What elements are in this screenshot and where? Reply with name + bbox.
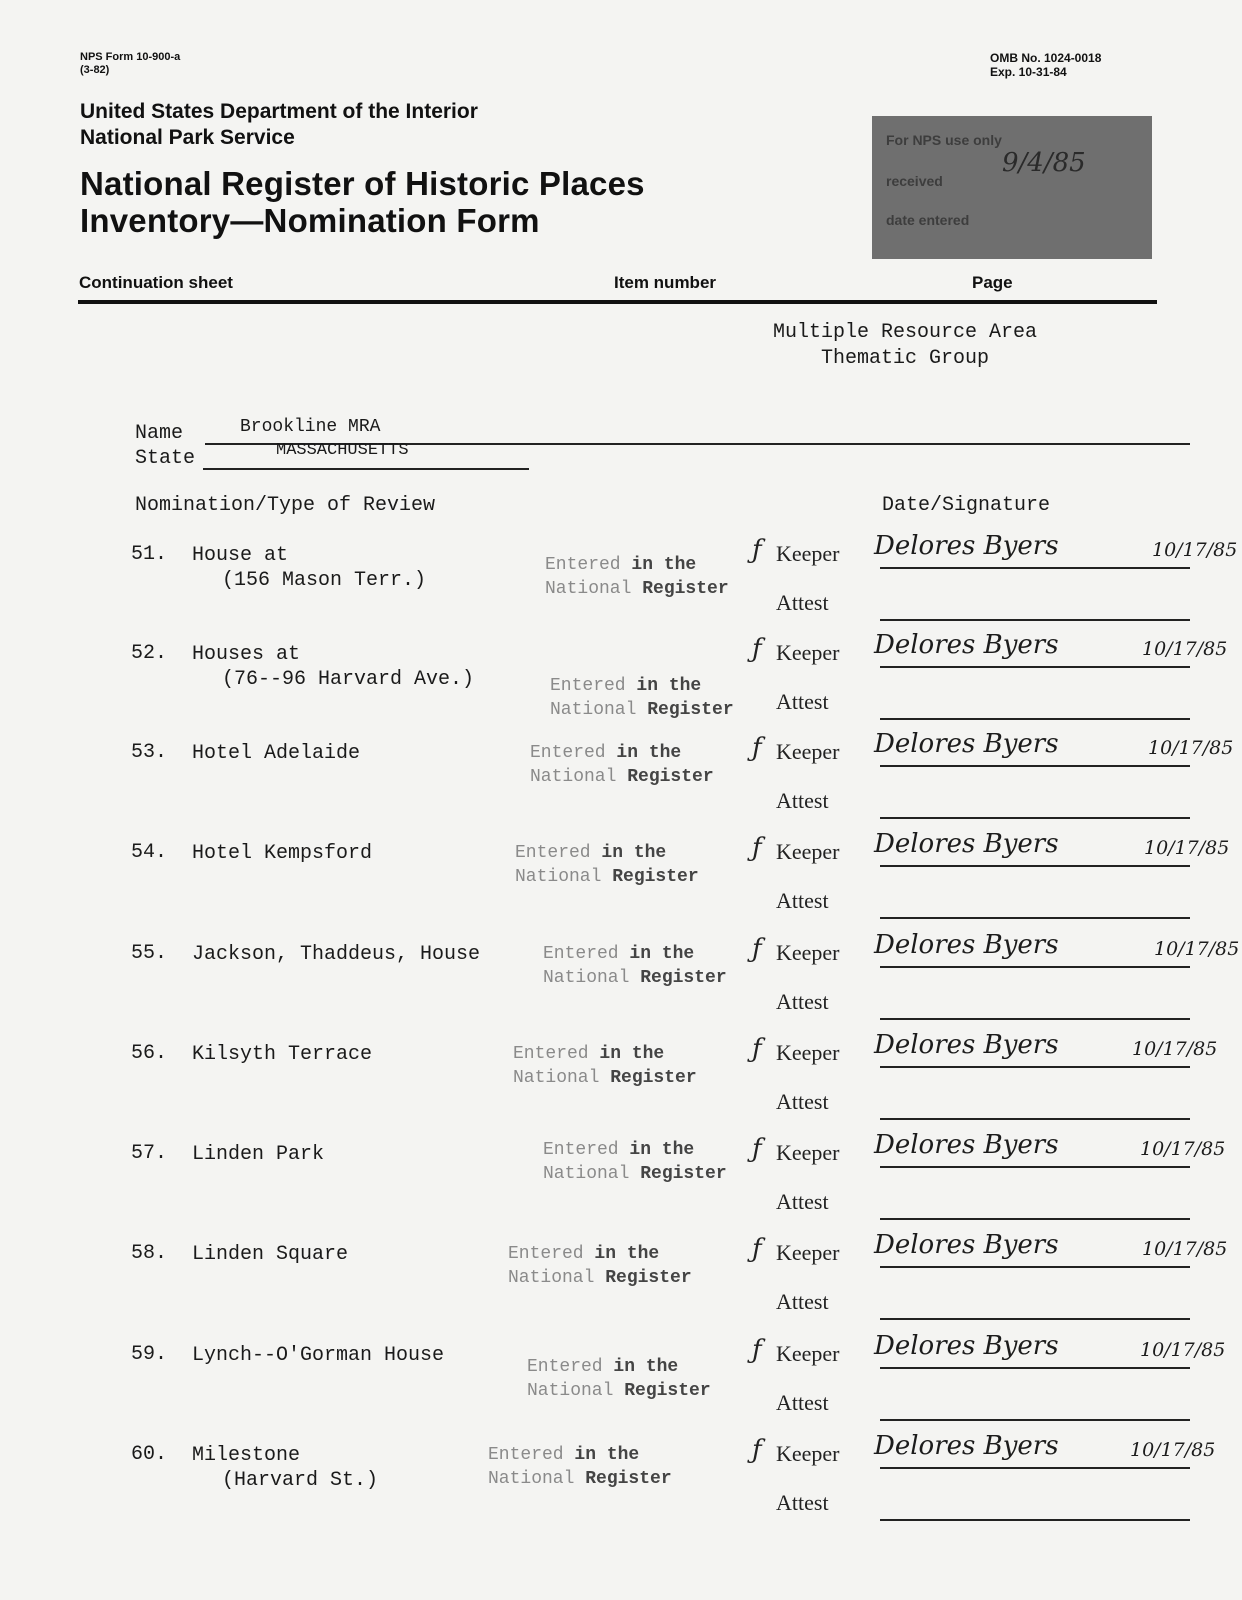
signature-text: Delores Byers	[874, 531, 1059, 561]
attest-label: Attest	[776, 1490, 829, 1515]
entry-number: 51.	[131, 543, 168, 566]
entered-stamp	[515, 841, 699, 889]
stamp-word: in the	[599, 1044, 665, 1064]
keeper-date: 10/17/85	[1140, 1339, 1226, 1361]
entered-stamp	[550, 674, 734, 722]
signature-text: Delores Byers	[874, 1331, 1059, 1361]
stamp-word: in the	[594, 1244, 660, 1264]
stamp-line1	[488, 1443, 672, 1467]
entered-stamp	[488, 1443, 672, 1491]
stamp-word: Register	[640, 1164, 727, 1184]
date-signature-column-header: Date/Signature	[882, 494, 1051, 517]
entry-number: 57.	[131, 1142, 168, 1165]
keeper-signature	[874, 1331, 1184, 1371]
keeper-date: 10/17/85	[1130, 1439, 1216, 1461]
stamp-word: Register	[627, 767, 714, 787]
state-line	[203, 468, 529, 470]
entry-name-line2: (156 Mason Terr.)	[222, 569, 427, 592]
entry-number: 60.	[131, 1443, 168, 1466]
keeper-signature	[874, 930, 1184, 970]
entry-number: 55.	[131, 942, 168, 965]
form-number-line2: (3-82)	[80, 64, 110, 76]
department-line2: National Park Service	[80, 126, 295, 149]
attest-label: Attest	[776, 1189, 829, 1214]
attest-signature-line	[880, 1318, 1190, 1320]
received-label: received	[886, 173, 943, 189]
check-mark-icon: ƒ	[752, 833, 762, 863]
stamp-word: Entered	[527, 1357, 614, 1377]
keeper-date: 10/17/85	[1142, 638, 1228, 660]
keeper-label: Keeper	[776, 1140, 840, 1165]
nomination-column-header: Nomination/Type of Review	[135, 494, 436, 517]
keeper-signature	[874, 1230, 1184, 1270]
keeper-label: Keeper	[776, 739, 840, 764]
stamp-word: National	[545, 579, 643, 599]
keeper-signature-line	[880, 865, 1190, 867]
entered-stamp	[543, 942, 727, 990]
keeper-signature	[874, 729, 1184, 769]
stamp-line1	[527, 1355, 711, 1379]
page-label: Page	[972, 273, 1013, 292]
state-label: State	[135, 447, 196, 470]
keeper-date: 10/17/85	[1132, 1038, 1218, 1060]
attest-signature-line	[880, 1118, 1190, 1120]
stamp-word: National	[513, 1068, 611, 1088]
entry-name: Linden Square	[192, 1243, 349, 1266]
stamp-word: Entered	[550, 676, 637, 696]
attest-signature-line	[880, 1018, 1190, 1020]
stamp-line2	[513, 1066, 697, 1090]
stamp-line1	[513, 1042, 697, 1066]
keeper-label: Keeper	[776, 940, 840, 965]
entered-stamp	[527, 1355, 711, 1403]
entry-number: 58.	[131, 1242, 168, 1265]
attest-signature-line	[880, 1419, 1190, 1421]
attest-label: Attest	[776, 1089, 829, 1114]
stamp-line2	[543, 966, 727, 990]
keeper-label: Keeper	[776, 1441, 840, 1466]
stamp-line2	[530, 765, 714, 789]
check-mark-icon: ƒ	[752, 1134, 762, 1164]
stamp-line1	[550, 674, 734, 698]
stamp-line1	[545, 553, 729, 577]
stamp-word: National	[530, 767, 628, 787]
stamp-word: National	[543, 968, 641, 988]
entry-number: 52.	[131, 642, 168, 665]
entry-name-line2: (Harvard St.)	[222, 1469, 379, 1492]
signature-text: Delores Byers	[874, 1431, 1059, 1461]
keeper-signature-line	[880, 567, 1190, 569]
attest-signature-line	[880, 817, 1190, 819]
stamp-word: Entered	[508, 1244, 595, 1264]
stamp-word: Register	[624, 1381, 711, 1401]
omb-number	[990, 51, 1101, 79]
keeper-signature-line	[880, 1467, 1190, 1469]
stamp-word: Entered	[545, 555, 632, 575]
stamp-line2	[527, 1379, 711, 1403]
department-line1: United States Department of the Interior	[80, 100, 478, 123]
entered-stamp	[545, 553, 729, 601]
stamp-line2	[550, 698, 734, 722]
stamp-word: Register	[585, 1469, 672, 1489]
keeper-label: Keeper	[776, 640, 840, 665]
stamp-word: Register	[647, 700, 734, 720]
check-mark-icon: ƒ	[752, 733, 762, 763]
check-mark-icon: ƒ	[752, 934, 762, 964]
check-mark-icon: ƒ	[752, 1335, 762, 1365]
stamp-word: National	[550, 700, 648, 720]
entry-name: Jackson, Thaddeus, House	[192, 943, 481, 966]
stamp-word: National	[515, 867, 613, 887]
form-number-line1: NPS Form 10-900-a	[80, 51, 181, 63]
entered-stamp	[513, 1042, 697, 1090]
keeper-label: Keeper	[776, 1040, 840, 1065]
stamp-line2	[508, 1266, 692, 1290]
keeper-signature-line	[880, 1066, 1190, 1068]
stamp-word: Entered	[488, 1445, 575, 1465]
attest-label: Attest	[776, 590, 829, 615]
signature-text: Delores Byers	[874, 630, 1059, 660]
entry-name: Linden Park	[192, 1143, 325, 1166]
entry-name: Hotel Adelaide	[192, 742, 361, 765]
stamp-line1	[508, 1242, 692, 1266]
keeper-date: 10/17/85	[1142, 1238, 1228, 1260]
item-number-label: Item number	[614, 273, 717, 292]
received-date: 9/4/85	[1002, 148, 1086, 178]
check-mark-icon: ƒ	[752, 535, 762, 565]
stamp-word: in the	[629, 1140, 695, 1160]
entry-name: Milestone	[192, 1444, 301, 1467]
stamp-line2	[488, 1467, 672, 1491]
entry-name: House at	[192, 544, 289, 567]
stamp-line1	[543, 1138, 727, 1162]
check-mark-icon: ƒ	[752, 1034, 762, 1064]
stamp-word: Register	[605, 1268, 692, 1288]
attest-label: Attest	[776, 1390, 829, 1415]
omb-line1: OMB No. 1024-0018	[990, 51, 1102, 65]
signature-text: Delores Byers	[874, 1030, 1059, 1060]
keeper-label: Keeper	[776, 1341, 840, 1366]
group-heading	[770, 320, 1040, 372]
group-line1: Multiple Resource Area	[772, 321, 1038, 344]
entered-stamp	[508, 1242, 692, 1290]
stamp-word: in the	[613, 1357, 679, 1377]
signature-text: Delores Byers	[874, 930, 1059, 960]
attest-label: Attest	[776, 989, 829, 1014]
name-value: Brookline MRA	[240, 417, 381, 437]
stamp-word: Entered	[513, 1044, 600, 1064]
department-heading	[80, 99, 478, 151]
signature-text: Delores Byers	[874, 1130, 1059, 1160]
form-title-line2: Inventory—Nomination Form	[80, 202, 540, 239]
stamp-line2	[545, 577, 729, 601]
stamp-word: Register	[610, 1068, 697, 1088]
signature-text: Delores Byers	[874, 829, 1059, 859]
entry-number: 59.	[131, 1343, 168, 1366]
name-label: Name	[135, 422, 184, 445]
entered-stamp	[530, 741, 714, 789]
keeper-signature	[874, 829, 1184, 869]
continuation-sheet-label: Continuation sheet	[79, 273, 233, 292]
stamp-word: Entered	[515, 843, 602, 863]
entry-name: Kilsyth Terrace	[192, 1043, 373, 1066]
keeper-signature-line	[880, 765, 1190, 767]
keeper-date: 10/17/85	[1144, 837, 1230, 859]
attest-label: Attest	[776, 1289, 829, 1314]
nps-use-only-box	[872, 116, 1152, 259]
keeper-date: 10/17/85	[1152, 539, 1238, 561]
keeper-signature-line	[880, 1266, 1190, 1268]
stamp-word: in the	[601, 843, 667, 863]
stamp-word: National	[508, 1268, 606, 1288]
check-mark-icon: ƒ	[752, 1435, 762, 1465]
stamp-word: in the	[616, 743, 682, 763]
stamp-word: in the	[636, 676, 702, 696]
form-title-line1: National Register of Historic Places	[80, 165, 645, 202]
entry-number: 53.	[131, 741, 168, 764]
stamp-word: in the	[629, 944, 695, 964]
form-number	[80, 51, 180, 77]
keeper-signature-line	[880, 966, 1190, 968]
keeper-signature	[874, 1130, 1184, 1170]
stamp-word: National	[527, 1381, 625, 1401]
keeper-signature-line	[880, 1367, 1190, 1369]
keeper-date: 10/17/85	[1154, 938, 1240, 960]
check-mark-icon: ƒ	[752, 634, 762, 664]
keeper-date: 10/17/85	[1148, 737, 1234, 759]
signature-text: Delores Byers	[874, 1230, 1059, 1260]
stamp-word: National	[543, 1164, 641, 1184]
stamp-line1	[515, 841, 699, 865]
check-mark-icon: ƒ	[752, 1234, 762, 1264]
attest-signature-line	[880, 619, 1190, 621]
stamp-word: Register	[612, 867, 699, 887]
signature-text: Delores Byers	[874, 729, 1059, 759]
omb-line2: Exp. 10-31-84	[990, 65, 1067, 79]
entry-name: Lynch--O'Gorman House	[192, 1344, 445, 1367]
keeper-signature	[874, 630, 1184, 670]
group-line2: Thematic Group	[820, 347, 990, 370]
stamp-word: Entered	[543, 944, 630, 964]
stamp-word: in the	[574, 1445, 640, 1465]
form-title	[80, 165, 645, 239]
keeper-signature	[874, 531, 1184, 571]
attest-signature-line	[880, 1519, 1190, 1521]
attest-signature-line	[880, 917, 1190, 919]
stamp-word: in the	[631, 555, 697, 575]
header-divider	[78, 300, 1157, 304]
attest-signature-line	[880, 718, 1190, 720]
keeper-date: 10/17/85	[1140, 1138, 1226, 1160]
state-value: MASSACHUSETTS	[276, 441, 409, 460]
entry-name-line2: (76--96 Harvard Ave.)	[222, 668, 475, 691]
keeper-signature-line	[880, 1166, 1190, 1168]
stamp-line1	[530, 741, 714, 765]
attest-label: Attest	[776, 788, 829, 813]
nps-use-only-label: For NPS use only	[886, 132, 1002, 148]
keeper-signature-line	[880, 666, 1190, 668]
entered-stamp	[543, 1138, 727, 1186]
stamp-line1	[543, 942, 727, 966]
entry-number: 54.	[131, 841, 168, 864]
keeper-label: Keeper	[776, 541, 840, 566]
stamp-word: National	[488, 1469, 586, 1489]
attest-label: Attest	[776, 888, 829, 913]
keeper-label: Keeper	[776, 1240, 840, 1265]
stamp-line2	[515, 865, 699, 889]
entry-number: 56.	[131, 1042, 168, 1065]
date-entered-label: date entered	[886, 212, 970, 228]
stamp-word: Register	[642, 579, 729, 599]
stamp-line2	[543, 1162, 727, 1186]
entry-name: Houses at	[192, 643, 301, 666]
stamp-word: Entered	[543, 1140, 630, 1160]
stamp-word: Entered	[530, 743, 617, 763]
keeper-label: Keeper	[776, 839, 840, 864]
entry-name: Hotel Kempsford	[192, 842, 373, 865]
attest-signature-line	[880, 1218, 1190, 1220]
stamp-word: Register	[640, 968, 727, 988]
attest-label: Attest	[776, 689, 829, 714]
